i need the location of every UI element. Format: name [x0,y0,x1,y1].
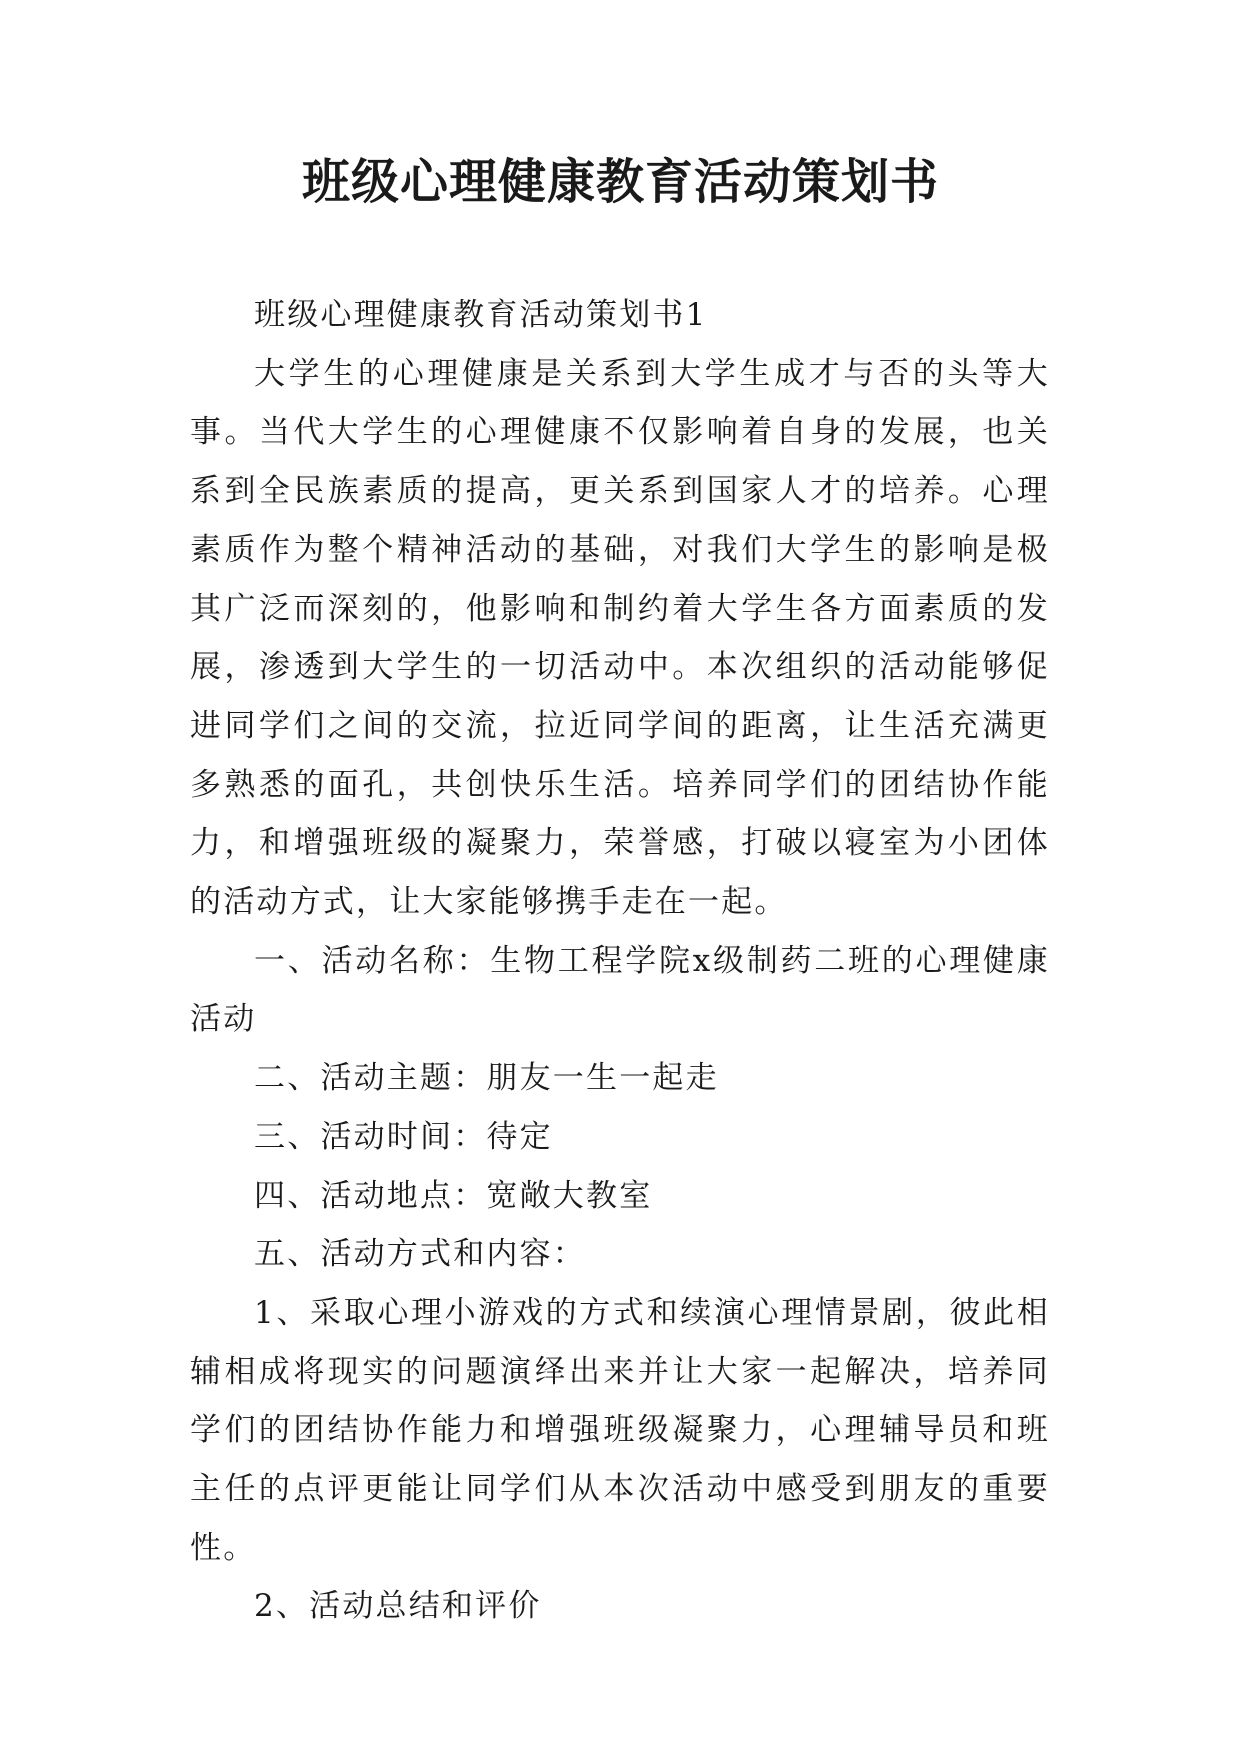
activity-format-heading: 五、活动方式和内容： [254,1236,586,1273]
section-heading: 班级心理健康教育活动策划书1 [254,297,708,333]
activity-location: 四、活动地点：宽敞大教室 [254,1177,653,1214]
activity-theme: 二、活动主题：朋友一生一起走 [254,1060,719,1097]
document-title: 班级心理健康教育活动策划书 [301,154,939,210]
document-body [190,286,1050,1636]
intro-paragraph: 大学生的心理健康是关系到大学生成才与否的头等大事。当代大学生的心理健康不仅影响着自身的发展，也关系到全民族素质的提高，更关系到国家人才的培养。心理素质作为整个精神活动的基础，对我们大学生的影响是极其广泛而深刻的，他影响和制约着大学生各方面素质的发展，渗透到大学生的一切活动中。本次组织的活动能够促进同学们之间的交流，拉近同学间的距离，让生活充满更多熟悉的面孔，共创快乐生活。培养同学们的团结协作能力，和增强班级的凝聚力，荣誉感，打破以寝室为小团体的活动方式，让大家能够携手走在一起。 [190,355,1050,921]
activity-format-item-1: 1、采取心理小游戏的方式和续演心理情景剧，彼此相辅相成将现实的问题演绎出来并让大家一起解决，培养同学们的团结协作能力和增强班级凝聚力，心理辅导员和班主任的点评更能让同学们从本次活动中感受到朋友的重要性。 [190,1294,1050,1566]
activity-format-item-2: 2、活动总结和评价 [254,1588,542,1625]
activity-name: 一、活动名称：生物工程学院x级制药二班的心理健康活动 [190,942,1050,1038]
activity-time: 三、活动时间：待定 [254,1118,553,1155]
